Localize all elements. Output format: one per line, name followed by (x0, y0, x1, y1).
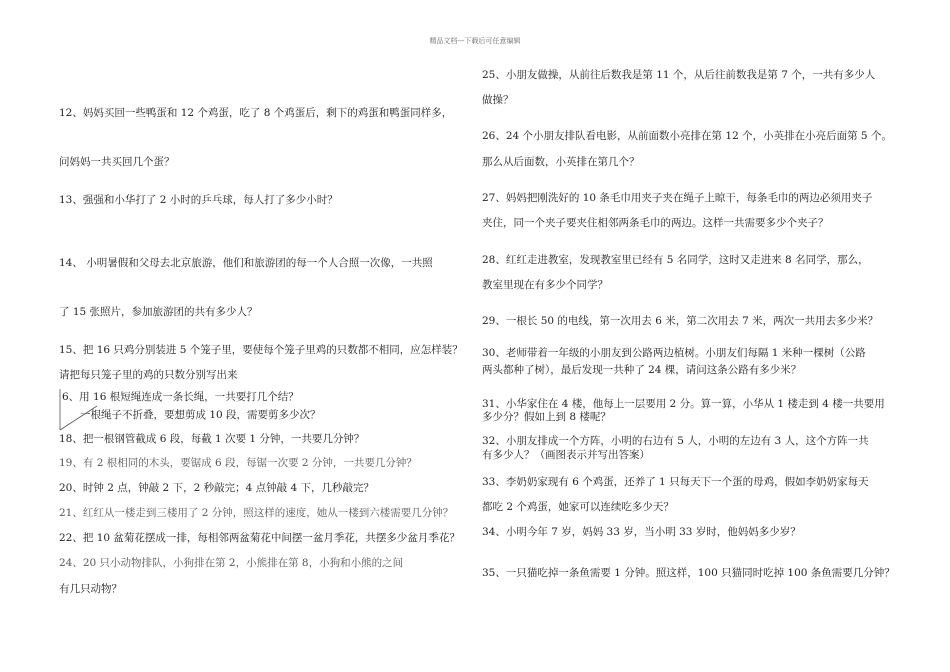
question-18: 18、把一根钢管截成 6 段，每截 1 次要 1 分钟，一共要几分钟？ (59, 433, 365, 445)
page-header: 精品文档---下载后可任意编辑 (429, 37, 521, 45)
question-27-line1: 27、妈妈把刚洗好的 10 条毛巾用夹子夹在绳子上晾干，每条毛巾的两边必须用夹子 (482, 192, 873, 204)
question-26-line2: 那么从后面数，小英排在第几个？ (482, 156, 640, 168)
question-14-line1: 14、 小明暑假和父母去北京旅游，他们和旅游团的每一个人合照一次像，一共照 (59, 257, 433, 269)
question-15-line2: 请把每只笼子里的鸡的只数分别写出来 (59, 369, 238, 381)
question-34: 34、小明今年 7 岁，妈妈 33 岁，当小明 33 岁时，他妈妈多少岁？ (482, 526, 801, 538)
question-35: 35、一只猫吃掉一条鱼需要 1 分钟。照这样，100 只猫同时吃掉 100 条鱼需要几分钟？ (482, 567, 895, 579)
corner-diagonal-mark (59, 388, 109, 432)
question-22: 22、把 10 盆菊花摆成一排，每相邻两盆菊花中间摆一盆月季花，共摆多少盆月季花？ (59, 532, 460, 544)
question-20: 20、时钟 2 点，钟敲 2 下，2 秒敲完；4 点钟敲 4 下，几秒敲完？ (59, 482, 374, 494)
question-27-line2: 夹住，同一个夹子要夹住相邻两条毛巾的两边。这样一共需要多少个夹子？ (482, 217, 829, 229)
question-28-line2: 教室里现在有多少个同学？ (482, 279, 608, 291)
question-31-line1: 31、小华家住在 4 楼，他每上一层要用 2 分。算一算，小华从 1 楼走到 4 楼一共要用 (482, 398, 885, 410)
question-30-line1: 30、老师带着一年级的小朋友到公路两边植树。小朋友们每隔 1 米种一棵树（公路 (482, 347, 866, 359)
question-21: 21、红红从一楼走到三楼用了 2 分钟，照这样的速度，她从一楼到六楼需要几分钟？ (59, 507, 454, 519)
question-33-line2: 都吃 2 个鸡蛋，她家可以连续吃多少天？ (482, 501, 674, 513)
question-28-line1: 28、红红走进教室，发现教室里已经有 5 名同学，这时又走进来 8 名同学，那么， (482, 254, 869, 266)
question-12-line2: 问妈妈一共买回几个蛋？ (59, 156, 175, 168)
question-12-line1: 12、妈妈买回一些鸭蛋和 12 个鸡蛋，吃了 8 个鸡蛋后，剩下的鸡蛋和鸭蛋同样多， (59, 107, 453, 119)
question-31-line2: 多少分？假如上到 8 楼呢？ (482, 411, 611, 423)
question-24-line2: 有几只动物？ (59, 583, 122, 595)
question-19: 19、有 2 根相同的木头，要锯成 6 段，每锯一次要 2 分钟，一共要几分钟？ (59, 457, 417, 469)
question-26-line1: 26、24 个小朋友排队看电影，从前面数小亮排在第 12 个，小英排在小亮后面第 5 个。 (482, 130, 892, 142)
question-30-line2: 两头都种了树），最后发现一共种了 24 棵，请问这条公路有多少米？ (482, 364, 802, 376)
question-17: 一根绳子不折叠，要想剪成 10 段，需要剪多少次？ (80, 409, 321, 421)
question-15-line1: 15、把 16 只鸡分别装进 5 个笼子里，要使每个笼子里鸡的只数都不相同，应怎样装？ (59, 344, 463, 356)
question-29: 29、一根长 50 的电线，第一次用去 6 米，第二次用去 7 米，两次一共用去多少米？ (482, 315, 879, 327)
question-25-line2: 做操？ (482, 94, 514, 106)
question-16: 6、用 16 根短绳连成一条长绳，一共要打几个结？ (62, 391, 299, 403)
question-25-line1: 25、小朋友做操，从前往后数我是第 11 个，从后往前数我是第 7 个，一共有多少人 (482, 69, 876, 81)
question-24-line1: 24、20 只小动物排队，小狗排在第 2，小熊排在第 8，小狗和小熊的之间 (59, 557, 404, 569)
question-33-line1: 33、李奶奶家现有 6 个鸡蛋，还养了 1 只每天下一个蛋的母鸡，假如李奶奶家每天 (482, 476, 869, 488)
question-13: 13、强强和小华打了 2 小时的乒乓球，每人打了多少小时？ (59, 194, 338, 206)
question-32-line2: 有多少人？（画图表示并写出答案） (482, 449, 650, 461)
question-14-line2: 了 15 张照片，参加旅游团的共有多少人？ (59, 306, 258, 318)
question-32-line1: 32、小朋友排成一个方阵，小明的右边有 5 人，小明的左边有 3 人，这个方阵一共 (482, 435, 869, 447)
